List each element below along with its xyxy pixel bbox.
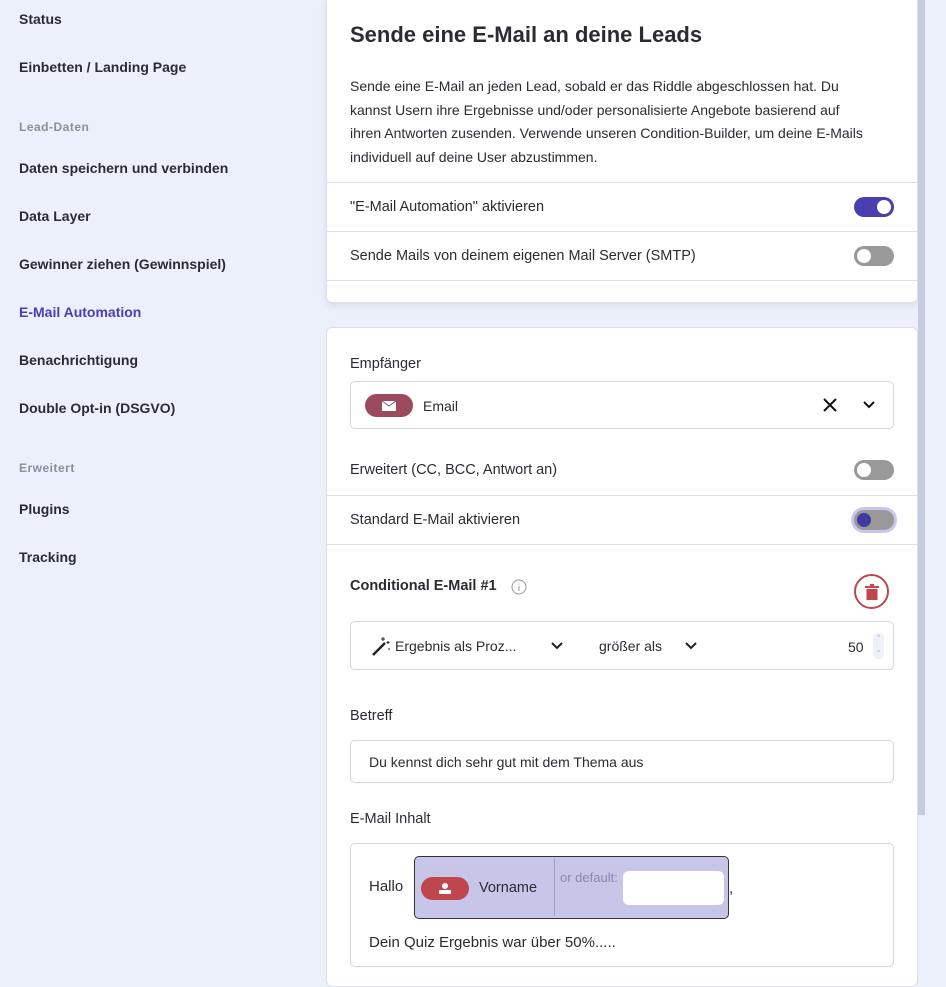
scrollbar[interactable] xyxy=(918,0,925,815)
condition-value-input[interactable]: 50 xyxy=(848,639,864,655)
content-line2: Dein Quiz Ergebnis war über 50%..... xyxy=(369,934,616,951)
greeting-text: Hallo xyxy=(369,878,404,895)
sidebar-item-data-layer[interactable]: Data Layer xyxy=(19,208,91,224)
advanced-toggle[interactable] xyxy=(854,460,894,480)
standard-row xyxy=(327,495,917,544)
or-default-label: or default: xyxy=(560,870,618,885)
advanced-label: Erweitert (CC, BCC, Antwort an) xyxy=(350,462,558,478)
sidebar xyxy=(0,0,326,972)
subject-input[interactable] xyxy=(350,740,894,783)
magic-wand-icon xyxy=(371,635,391,657)
page-title: Sende eine E-Mail an deine Leads xyxy=(350,22,703,47)
variable-name: Vorname xyxy=(479,880,538,896)
user-icon xyxy=(439,883,451,894)
subject-label: Betreff xyxy=(350,708,393,724)
sidebar-item-embed[interactable]: Einbetten / Landing Page xyxy=(19,59,187,75)
description: Sende eine E-Mail an jeden Lead, sobald er das Riddle abgeschlossen hat. Du kannst Usern ihre Ergebnisse und/oder personalisierte Angebote basierend auf ihren Antworten zusenden. Verwende unseren Condition-Builder, um deine E-Mails individuell auf deine User abzustimmen. xyxy=(350,78,863,165)
automation-toggle[interactable] xyxy=(854,197,894,217)
condition-field[interactable]: Ergebnis als Proz... xyxy=(395,638,517,654)
advanced-row xyxy=(327,446,917,495)
content-editor[interactable] xyxy=(350,843,894,967)
sidebar-item-plugins[interactable]: Plugins xyxy=(19,501,70,517)
standard-label: Standard E-Mail aktivieren xyxy=(350,512,521,528)
chevron-down-icon[interactable] xyxy=(551,642,563,650)
standard-toggle[interactable] xyxy=(854,510,894,530)
delete-button[interactable] xyxy=(854,574,889,609)
trash-icon xyxy=(865,584,879,600)
condition-operator[interactable]: größer als xyxy=(599,638,663,654)
recipient-card xyxy=(326,327,918,987)
info-icon[interactable] xyxy=(511,579,527,595)
automation-row xyxy=(327,182,917,231)
divider xyxy=(327,544,917,545)
recipient-value: Email xyxy=(423,398,459,414)
sidebar-item-email-automation[interactable]: E-Mail Automation xyxy=(19,304,142,320)
sidebar-item-save-data[interactable]: Daten speichern und verbinden xyxy=(19,160,229,176)
divider xyxy=(327,280,917,281)
email-pill xyxy=(365,394,413,417)
comma: , xyxy=(729,880,734,897)
automation-label: "E-Mail Automation" aktivieren xyxy=(350,199,545,215)
email-settings-card xyxy=(326,0,918,303)
smtp-label: Sende Mails von deinem eigenen Mail Server (SMTP) xyxy=(350,248,696,264)
content-label: E-Mail Inhalt xyxy=(350,811,431,827)
chevron-down-icon[interactable] xyxy=(863,401,875,409)
clear-icon[interactable] xyxy=(823,398,837,412)
sidebar-section-lead: Lead-Daten xyxy=(19,120,90,134)
sidebar-item-notification[interactable]: Benachrichtigung xyxy=(19,352,139,368)
conditional-title: Conditional E-Mail #1 xyxy=(350,578,497,594)
variable-chip[interactable] xyxy=(414,856,729,919)
chevron-down-icon[interactable] xyxy=(685,642,697,650)
smtp-row xyxy=(327,231,917,280)
mail-icon xyxy=(382,401,396,411)
recipient-label: Empfänger xyxy=(350,356,421,372)
sidebar-item-status[interactable]: Status xyxy=(19,11,62,27)
default-input[interactable] xyxy=(623,871,724,905)
user-pill xyxy=(421,877,469,900)
sidebar-section-extended: Erweitert xyxy=(19,461,75,475)
condition-builder xyxy=(350,621,894,670)
sidebar-item-tracking[interactable]: Tracking xyxy=(19,549,77,565)
number-spinner[interactable]: ⌃ ⌄ xyxy=(873,633,884,659)
sidebar-item-double-optin[interactable]: Double Opt-in (DSGVO) xyxy=(19,400,176,416)
recipient-select[interactable] xyxy=(350,381,894,429)
smtp-toggle[interactable] xyxy=(854,246,894,266)
subject-value: Du kennst dich sehr gut mit dem Thema aus xyxy=(369,754,644,770)
sidebar-item-winner[interactable]: Gewinner ziehen (Gewinnspiel) xyxy=(19,256,226,272)
